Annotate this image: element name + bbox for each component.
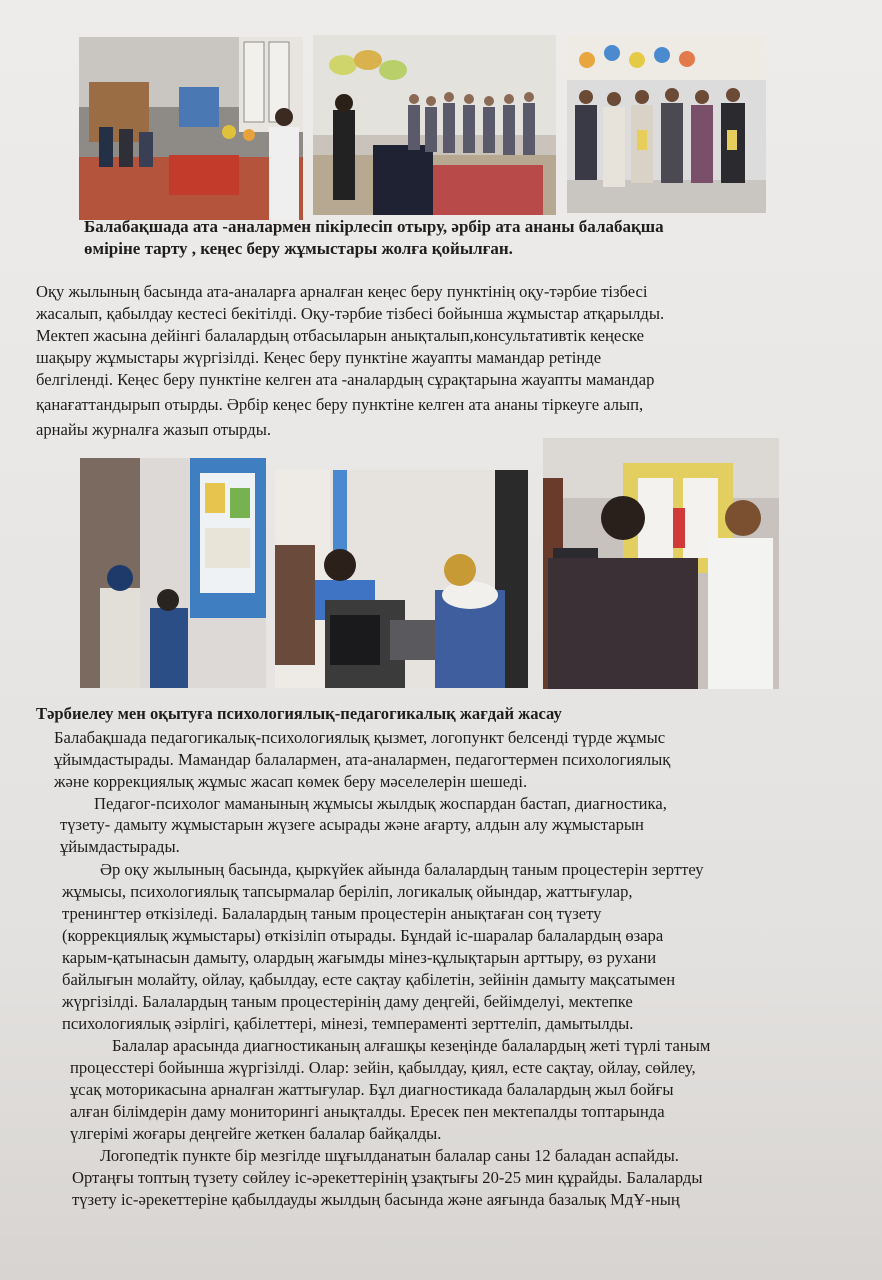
body-line-20: Логопедтік пункте бір мезгілде шұғылданатын балалар саны 12 баладан аспайды. xyxy=(100,1146,679,1165)
photo-caption xyxy=(84,216,784,260)
paragraph1-line-5: белгіленді. Кеңес беру пунктіне келген ата -аналардың сұрақтарына жауапты мамандар xyxy=(36,370,655,389)
body-line-12: байлығын молайту, ойлау, қабылдау, есте сақтау қабілетін, зейінін дамыту мақсатымен xyxy=(62,970,676,989)
body-line-14: психологиялық әзірлігі, қабілеттері, мінезі, темпераменті зерттеліп, дамытылды. xyxy=(62,1014,634,1033)
body-line-11: карым-қатынасын дамыту, олардың жағымды мінез-құлықтарын арттыру, өз рухани xyxy=(62,948,657,967)
section-heading: Тәрбиелеу мен оқытуға психологиялық-педагогикалық жағдай жасау xyxy=(36,704,562,723)
paragraph1-line-1: Оқу жылының басында ата-аналарға арналған кеңес беру пунктінің оқу-тәрбие тізбесі xyxy=(36,282,648,301)
photo-specialist-desk xyxy=(275,470,528,688)
photo-parents-meeting-room xyxy=(79,37,303,220)
body-line-2: ұйымдастырады. Мамандар балалармен, ата-аналармен, педагогтермен психологиялық xyxy=(54,750,671,769)
body-line-5: түзету- дамыту жұмыстарын жүзеге асырады және ағарту, алдын алу жұмыстарын xyxy=(60,815,644,834)
paragraph1-line-6: қанағаттандырып отырды. Әрбір кеңес беру пунктіне келген ата ананы тіркеуге алып, xyxy=(36,395,644,414)
body-line-10: (коррекциялық жұмыстары) өткізіліп отырады. Бұндай іс-шаралар балалардың өзара xyxy=(62,926,664,945)
paragraph1-line-7: арнайы журналға жазып отырды. xyxy=(36,420,271,439)
body-line-4: Педагог-психолог маманының жұмысы жылдық жоспардан бастап, диагностика, xyxy=(94,794,667,813)
body-line-7: Әр оқу жылының басында, қыркүйек айында балалардың таным процестерін зерттеу xyxy=(100,860,704,879)
photo-board-consultation xyxy=(543,438,779,689)
paragraph1-line-2: жасалып, қабылдау кестесі бекітілді. Оқу-тәрбие тізбесі бойынша жұмыстар атқарылды. xyxy=(36,304,665,323)
photo-parents-circle-room xyxy=(313,35,556,215)
caption-line-2: өміріне тарту , кеңес беру жұмыстары жолға қойылған. xyxy=(84,239,513,258)
body-line-6: ұйымдастырады. xyxy=(60,837,180,856)
body-line-19: үлгерімі жоғары деңгейге жеткен балалар байқалды. xyxy=(70,1124,442,1143)
body-line-3: және коррекциялық жұмыс жасап көмек беру мәселелерін шешеді. xyxy=(54,772,528,791)
body-line-17: ұсақ моторикасына арналған жаттығулар. Бұл диагностикада балалардың жыл бойғы xyxy=(70,1080,674,1099)
body-line-22: түзету іс-әрекеттеріне қабылдауды жылдың басында және аяғында базалық МдҰ-ның xyxy=(72,1190,680,1209)
body-line-1: Балабақшада педагогикалық-психологиялық қызмет, логопункт белсенді түрде жұмыс xyxy=(54,728,666,747)
photo-corridor-board xyxy=(80,458,266,688)
paragraph1-line-4: шақыру жұмыстары жүргізілді. Кеңес беру пунктіне жауапты мамандар ретінде xyxy=(36,348,602,367)
body-line-16: процесстері бойынша жүргізілді. Олар: зейін, қабылдау, қиял, есте сақтау, ойлау, сөйлеу, xyxy=(70,1058,696,1077)
photo-parents-group-balloons xyxy=(567,35,766,213)
body-line-21: Ортаңғы топтың түзету сөйлеу іс-әрекеттерінің ұзақтығы 20-25 мин құрайды. Балаларды xyxy=(72,1168,703,1187)
body-line-8: жұмысы, психологиялық тапсырмалар беріліп, логикалық ойындар, жаттығулар, xyxy=(62,882,633,901)
body-line-15: Балалар арасында диагностиканың алғашқы кезеңінде балалардың жеті түрлі таным xyxy=(112,1036,711,1055)
caption-line-1: Балабақшада ата -аналармен пікірлесіп отыру, әрбір ата ананы балабақша xyxy=(84,217,664,236)
body-line-9: тренингтер өткізіледі. Балалардың таным процестерін анықтаған соң түзету xyxy=(62,904,602,923)
body-line-13: жүргізілді. Балалардың таным процестерінің даму деңгейі, бейімделуі, мектепке xyxy=(62,992,633,1011)
paragraph1-line-3: Мектеп жасына дейінгі балалардың отбасыларын анықталып,консультативтік кеңеске xyxy=(36,326,645,345)
body-line-18: алған білімдерін даму мониторингі анықталды. Ересек пен мектепалды топтарында xyxy=(70,1102,665,1121)
